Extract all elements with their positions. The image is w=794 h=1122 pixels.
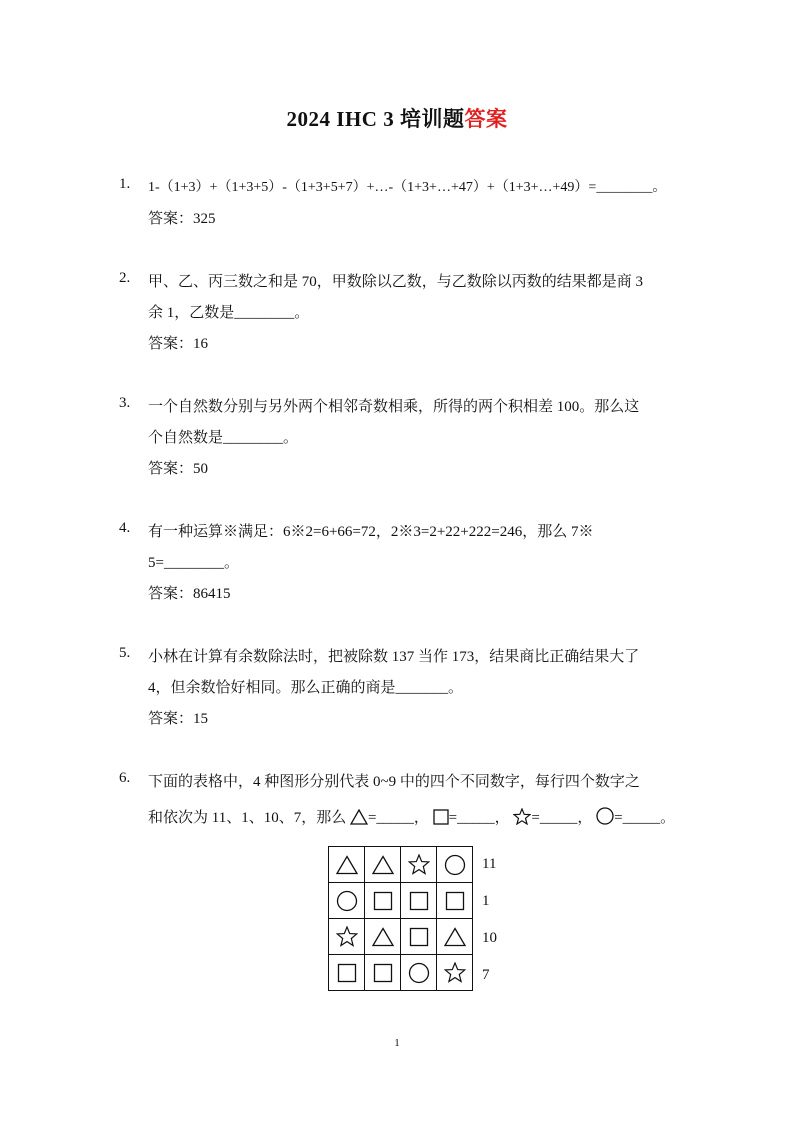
question-number: 1.: [119, 176, 131, 192]
star-icon: [336, 926, 358, 947]
answer-text: 答案：325: [148, 211, 216, 227]
grid-cell: [365, 847, 401, 883]
triangle-icon: [372, 927, 394, 947]
question-text: 甲、乙、丙三数之和是 70，甲数除以乙数，与乙数除以丙数的结果都是商 3: [148, 274, 644, 290]
question-text: 和依次为 11、1、10、7，那么: [148, 810, 347, 826]
title-answer-label: 答案: [464, 107, 508, 131]
question-number: 5.: [119, 645, 131, 661]
grid-cell: [365, 919, 401, 955]
shape-grid: [328, 846, 473, 991]
circle-icon: [408, 962, 430, 984]
square-icon: [373, 963, 393, 983]
fill-blank: =_____，: [448, 810, 510, 826]
question-text: 4，但余数恰好相同。那么正确的商是_______。: [148, 680, 464, 696]
grid-row: [329, 883, 473, 919]
question-text: 个自然数是________。: [148, 430, 299, 446]
triangle-icon: [336, 855, 358, 875]
grid-cell: [401, 955, 437, 991]
question-number: 2.: [119, 270, 131, 286]
answer-text: 答案：86415: [148, 586, 231, 602]
star-icon: [444, 962, 466, 983]
grid-cell: [365, 883, 401, 919]
question-number: 3.: [119, 395, 131, 411]
grid-cell: [329, 883, 365, 919]
fill-blank: =_____，: [367, 810, 429, 826]
star-icon: [408, 854, 430, 875]
fill-blank: =_____。: [614, 810, 676, 826]
question-text: 余 1，乙数是________。: [148, 305, 310, 321]
grid-cell: [437, 847, 473, 883]
grid-cell: [437, 955, 473, 991]
page-title: [0, 103, 794, 133]
grid-row: [329, 955, 473, 991]
square-icon: [445, 891, 465, 911]
row-sum-label: 7: [482, 967, 490, 983]
question-text: 1-（1+3）+（1+3+5）-（1+3+5+7）+…-（1+3+…+47）+（1+3+…+49）=________。: [148, 180, 667, 195]
grid-cell: [329, 955, 365, 991]
question-text: 下面的表格中，4 种图形分别代表 0~9 中的四个不同数字，每行四个数字之: [148, 774, 640, 790]
star-icon: [513, 808, 531, 825]
grid-cell: [437, 883, 473, 919]
grid-row: [329, 847, 473, 883]
square-icon: [337, 963, 357, 983]
answer-text: 答案：50: [148, 461, 209, 477]
fill-blank: =_____，: [531, 810, 593, 826]
circle-icon: [444, 854, 466, 876]
circle-icon: [336, 890, 358, 912]
row-sum-label: 1: [482, 893, 490, 909]
grid-row: [329, 919, 473, 955]
triangle-icon: [350, 809, 368, 825]
grid-cell: [329, 847, 365, 883]
triangle-icon: [372, 855, 394, 875]
question-number: 4.: [119, 520, 131, 536]
row-sum-label: 11: [482, 856, 497, 872]
square-icon: [433, 809, 449, 825]
grid-cell: [437, 919, 473, 955]
answer-text: 答案：15: [148, 711, 209, 727]
answer-text: 答案：16: [148, 336, 209, 352]
title-main: 2024 IHC 3 培训题: [286, 107, 465, 131]
grid-cell: [401, 883, 437, 919]
triangle-icon: [444, 927, 466, 947]
question-text: 有一种运算※满足：6※2=6+66=72，2※3=2+22+222=246，那么 7※: [148, 524, 594, 540]
circle-icon: [596, 807, 614, 825]
grid-cell: [401, 847, 437, 883]
page-number: 1: [394, 1037, 400, 1049]
question-text: 小林在计算有余数除法时，把被除数 137 当作 173，结果商比正确结果大了: [148, 649, 640, 665]
question-text-with-shapes: [148, 806, 675, 827]
question-text: 一个自然数分别与另外两个相邻奇数相乘，所得的两个积相差 100。那么这: [148, 399, 640, 415]
question-number: 6.: [119, 770, 131, 786]
grid-cell: [365, 955, 401, 991]
row-sum-label: 10: [482, 930, 497, 946]
grid-cell: [329, 919, 365, 955]
square-icon: [409, 891, 429, 911]
question-text: 5=________。: [148, 555, 239, 571]
square-icon: [409, 927, 429, 947]
square-icon: [373, 891, 393, 911]
grid-cell: [401, 919, 437, 955]
